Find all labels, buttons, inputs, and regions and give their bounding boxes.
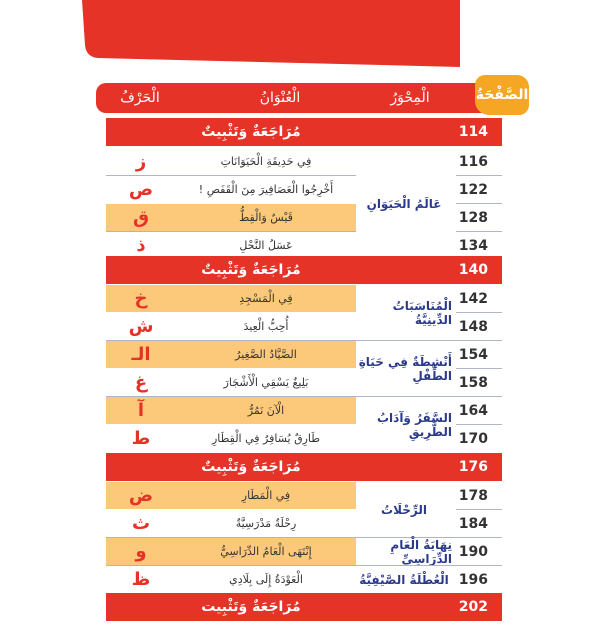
lesson-page: 128 [458,209,488,226]
header-page: الصَّفْحَةُ [475,75,529,115]
lesson-title: أَخْرِجُوا الْعَصَافِيرَ مِنَ الْقَفَصِ ! [198,183,334,196]
review-row[interactable] [106,256,502,284]
lesson-letter: ظ [131,569,151,590]
lesson-row[interactable] [106,566,356,593]
review-title: مُرَاجَعَةٌ وَتَثْبِيتٌ [201,459,301,475]
axis-religious-occasions: الْمُنَاسَبَاتُ الدِّينِيَّةُ [392,298,452,327]
lesson-page: 184 [458,515,488,532]
lesson-title: فِي حَدِيقَةِ الْحَيَوَانَاتِ [220,155,312,168]
lesson-row[interactable] [106,285,356,312]
review-row[interactable] [106,593,502,621]
lesson-row[interactable] [106,313,356,340]
lesson-page: 164 [458,402,488,419]
lesson-letter: ط [131,428,151,449]
lesson-title: إِنْتَهَى الْعَامُ الدِّرَاسِيُّ [220,545,312,558]
lesson-row[interactable] [106,397,356,424]
lesson-page: 116 [458,153,488,170]
lesson-title: الْآنَ نَمُرُّ [247,404,285,417]
axis-animals: عَالَمُ الْحَيَوَانِ [366,196,442,211]
review-title: مُرَاجَعَةٌ وَتَثْبِيت [201,599,301,615]
lesson-title: عَسَلُ النَّحْلِ [239,239,293,252]
lesson-letter: ث [131,513,151,534]
header-axis: الْمِحْوَرُ [390,90,430,106]
lesson-title: رِحْلَةٌ مَدْرَسِيَّةٌ [235,517,297,530]
lesson-letter: آ [137,400,145,421]
lesson-title: بَلِيغٌ يَسْقِي الْأَشْجَارَ [223,376,309,389]
axis-trips: الرِّحْلَاتُ [381,502,427,517]
lesson-title: فِي الْمَسْجِدِ [239,292,293,305]
lesson-page: 142 [458,290,488,307]
lesson-letter: الـ [131,344,151,365]
axis-summer-vacation: الْعُطْلَةُ الصَّيْفِيَّةُ [359,572,449,587]
lesson-page: 178 [458,487,488,504]
lesson-letter: خ [134,288,148,309]
lesson-page: 170 [458,430,488,447]
lesson-title: قَيْسٌ وَالْقِطُّ [239,211,293,224]
review-page: 114 [458,124,488,140]
lesson-row[interactable] [106,232,356,259]
lesson-page: 122 [458,181,488,198]
lesson-letter: ذ [136,235,146,256]
lesson-title: فِي الْمَطَارِ [241,489,291,502]
lesson-page: 134 [458,237,488,254]
lesson-row[interactable] [106,176,356,203]
top-red-banner [78,0,460,68]
lesson-page: 154 [458,346,488,363]
axis-travel-road-manners: السَّفَرُ وَآدَابُ الطَّرِيقِ [376,410,452,439]
lesson-page: 148 [458,318,488,335]
review-row[interactable] [106,118,502,146]
lesson-row[interactable] [106,510,356,537]
lesson-letter: و [135,541,147,562]
review-row[interactable] [106,453,502,481]
lesson-letter: ز [135,151,147,172]
header-letter: الْحَرْفُ [120,90,160,106]
axis-end-of-school-year: نِهَايَةُ الْعَامِ الدِّرَاسِيِّ [390,537,452,566]
review-page: 176 [458,459,488,475]
lesson-row[interactable] [106,341,356,368]
lesson-row[interactable] [106,369,356,396]
lesson-page: 190 [458,543,488,560]
review-page: 140 [458,262,488,278]
lesson-title: أُحِبُّ الْعِيدَ [243,320,289,333]
review-title: مُرَاجَعَةٌ وَتَثْبِيتٌ [201,262,301,278]
lesson-letter: ض [128,485,154,506]
lesson-letter: ق [132,207,150,228]
lesson-row[interactable] [106,482,356,509]
header-title: الْعُنْوَانُ [259,90,301,106]
lesson-page: 196 [458,571,488,588]
lesson-page: 158 [458,374,488,391]
lesson-letter: غ [134,372,148,393]
lesson-title: طَارِقٌ يُسَافِرُ فِي الْقِطَارِ [211,432,321,445]
review-title: مُرَاجَعَةٌ وَتَثْبِيتٌ [201,124,301,140]
lesson-title: الْعَوْدَةُ إِلَى بِلَادِي [229,573,303,586]
lesson-row[interactable] [106,148,356,175]
review-page: 202 [458,599,488,615]
axis-child-activities: أَنْشِطَةٌ فِي حَيَاةِ الطِّفْلِ [358,354,452,383]
lesson-row[interactable] [106,425,356,452]
lesson-row[interactable] [106,538,356,565]
lesson-title: الصَّيَّادُ الصَّغِيرُ [235,348,297,361]
lesson-letter: ش [128,316,154,337]
lesson-letter: ص [128,179,154,200]
lesson-row[interactable] [106,204,356,231]
